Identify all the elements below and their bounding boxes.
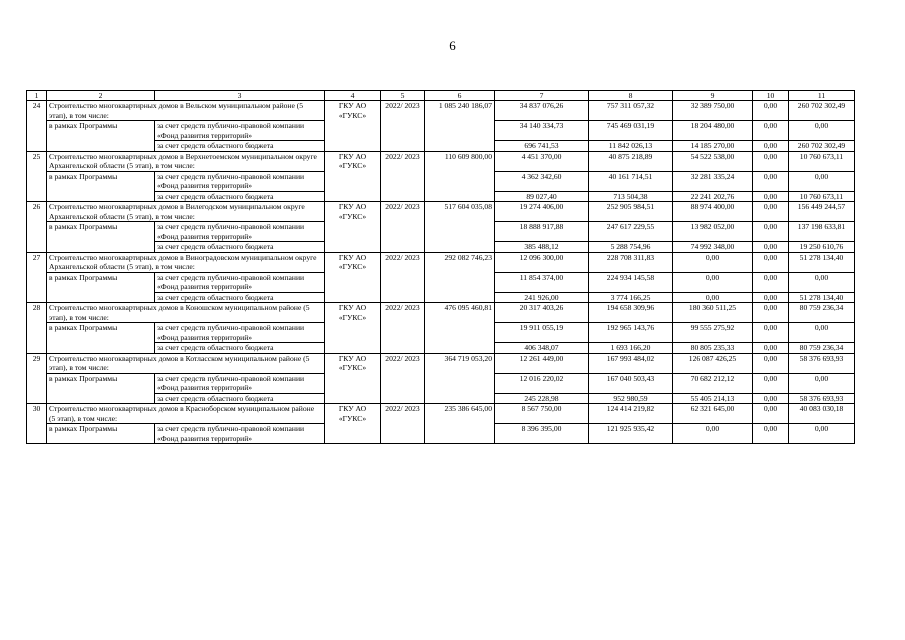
amount-cell: 745 469 031,19 xyxy=(589,121,673,141)
amount-cell: 0,00 xyxy=(753,151,789,171)
amount-cell: 260 702 302,49 xyxy=(789,141,855,152)
amount-cell: 51 278 134,40 xyxy=(789,292,855,303)
table-row xyxy=(27,252,855,272)
amount-cell: 32 281 335,24 xyxy=(673,171,753,191)
agency: ГКУ АО «ГУКС» xyxy=(325,404,381,444)
amount-cell: 0,00 xyxy=(789,424,855,444)
amount-cell: 228 708 311,83 xyxy=(589,252,673,272)
agency: ГКУ АО «ГУКС» xyxy=(325,202,381,253)
header-cell: 1 xyxy=(27,91,47,101)
fund-label: за счет средств публично-правовой компании «Фонд развития территорий» xyxy=(155,323,325,343)
amount-cell: 0,00 xyxy=(753,121,789,141)
row-number: 28 xyxy=(27,303,47,354)
amount-cell: 757 311 057,32 xyxy=(589,101,673,121)
agency: ГКУ АО «ГУКС» xyxy=(325,101,381,152)
years: 2022/ 2023 xyxy=(381,353,425,404)
total-amount: 292 082 746,23 xyxy=(425,252,495,303)
amount-cell: 192 965 143,76 xyxy=(589,323,673,343)
amount-cell: 11 854 374,00 xyxy=(495,272,589,292)
regional-label: за счет средств областного бюджета xyxy=(155,343,325,354)
amount-cell: 406 348,07 xyxy=(495,343,589,354)
amount-cell: 696 741,53 xyxy=(495,141,589,152)
regional-label: за счет средств областного бюджета xyxy=(155,292,325,303)
amount-cell: 241 926,00 xyxy=(495,292,589,303)
amount-cell: 0,00 xyxy=(673,424,753,444)
agency: ГКУ АО «ГУКС» xyxy=(325,151,381,202)
amount-cell: 156 449 244,57 xyxy=(789,202,855,222)
amount-cell: 224 934 145,58 xyxy=(589,272,673,292)
amount-cell: 0,00 xyxy=(753,343,789,354)
table-body xyxy=(27,91,855,444)
total-amount: 1 085 240 186,07 xyxy=(425,101,495,152)
header-cell: 10 xyxy=(753,91,789,101)
amount-cell: 5 288 754,96 xyxy=(589,242,673,253)
table-row xyxy=(27,202,855,222)
amount-cell: 0,00 xyxy=(753,303,789,323)
project-title: Строительство многоквартирных домов в Красноборском муниципальном районе (5 этап), в том числе: xyxy=(47,404,325,424)
header-cell: 9 xyxy=(673,91,753,101)
amount-cell: 167 040 503,43 xyxy=(589,373,673,393)
program-label: в рамках Программы xyxy=(47,373,155,404)
table-row xyxy=(27,101,855,121)
project-title: Строительство многоквартирных домов в Верхнетоемском муниципальном округе Архангельской области (5 этап), в том числе: xyxy=(47,151,325,171)
amount-cell: 0,00 xyxy=(753,393,789,404)
total-amount: 476 095 460,81 xyxy=(425,303,495,354)
header-cell: 6 xyxy=(425,91,495,101)
amount-cell: 0,00 xyxy=(753,252,789,272)
amount-cell: 0,00 xyxy=(753,191,789,202)
amount-cell: 0,00 xyxy=(753,404,789,424)
amount-cell: 19 250 610,76 xyxy=(789,242,855,253)
project-title: Строительство многоквартирных домов в Виноградовском муниципальном округе Архангельской области (5 этап), в том числе: xyxy=(47,252,325,272)
amount-cell: 0,00 xyxy=(753,101,789,121)
amount-cell: 194 658 309,96 xyxy=(589,303,673,323)
regional-label: за счет средств областного бюджета xyxy=(155,191,325,202)
total-amount: 364 719 053,20 xyxy=(425,353,495,404)
project-title: Строительство многоквартирных домов в Коношском муниципальном районе (5 этап), в том числе: xyxy=(47,303,325,323)
years: 2022/ 2023 xyxy=(381,303,425,354)
amount-cell: 0,00 xyxy=(753,424,789,444)
table-row xyxy=(27,151,855,171)
table-row xyxy=(27,303,855,323)
row-number: 24 xyxy=(27,101,47,152)
row-number: 25 xyxy=(27,151,47,202)
agency: ГКУ АО «ГУКС» xyxy=(325,303,381,354)
agency: ГКУ АО «ГУКС» xyxy=(325,252,381,303)
fund-label: за счет средств публично-правовой компании «Фонд развития территорий» xyxy=(155,121,325,141)
amount-cell: 14 185 270,00 xyxy=(673,141,753,152)
amount-cell: 0,00 xyxy=(753,323,789,343)
amount-cell: 0,00 xyxy=(789,272,855,292)
amount-cell: 4 451 370,00 xyxy=(495,151,589,171)
fund-label: за счет средств публично-правовой компании «Фонд развития территорий» xyxy=(155,171,325,191)
amount-cell: 12 016 220,02 xyxy=(495,373,589,393)
row-number: 26 xyxy=(27,202,47,253)
amount-cell: 167 993 484,02 xyxy=(589,353,673,373)
amount-cell: 55 405 214,13 xyxy=(673,393,753,404)
amount-cell: 8 396 395,00 xyxy=(495,424,589,444)
amount-cell: 952 980,59 xyxy=(589,393,673,404)
page-number: 6 xyxy=(449,38,456,53)
program-label: в рамках Программы xyxy=(47,323,155,354)
amount-cell: 0,00 xyxy=(753,141,789,152)
header-cell: 2 xyxy=(47,91,155,101)
total-amount: 110 609 800,00 xyxy=(425,151,495,202)
amount-cell: 19 911 055,19 xyxy=(495,323,589,343)
amount-cell: 0,00 xyxy=(753,272,789,292)
row-number: 27 xyxy=(27,252,47,303)
amount-cell: 124 414 219,82 xyxy=(589,404,673,424)
regional-label: за счет средств областного бюджета xyxy=(155,393,325,404)
amount-cell: 0,00 xyxy=(789,121,855,141)
amount-cell: 62 321 645,00 xyxy=(673,404,753,424)
amount-cell: 34 837 076,26 xyxy=(495,101,589,121)
amount-cell: 18 204 480,00 xyxy=(673,121,753,141)
years: 2022/ 2023 xyxy=(381,101,425,152)
amount-cell: 0,00 xyxy=(673,292,753,303)
regional-label: за счет средств областного бюджета xyxy=(155,242,325,253)
amount-cell: 32 389 750,00 xyxy=(673,101,753,121)
program-label: в рамках Программы xyxy=(47,121,155,152)
amount-cell: 13 982 052,00 xyxy=(673,222,753,242)
amount-cell: 0,00 xyxy=(753,353,789,373)
amount-cell: 4 362 342,60 xyxy=(495,171,589,191)
amount-cell: 18 888 917,88 xyxy=(495,222,589,242)
table-row xyxy=(27,404,855,424)
amount-cell: 0,00 xyxy=(753,222,789,242)
amount-cell: 74 992 348,00 xyxy=(673,242,753,253)
agency: ГКУ АО «ГУКС» xyxy=(325,353,381,404)
amount-cell: 12 096 300,00 xyxy=(495,252,589,272)
header-cell: 8 xyxy=(589,91,673,101)
program-label: в рамках Программы xyxy=(47,171,155,202)
amount-cell: 0,00 xyxy=(753,292,789,303)
amount-cell: 385 488,12 xyxy=(495,242,589,253)
header-cell: 7 xyxy=(495,91,589,101)
amount-cell: 0,00 xyxy=(789,323,855,343)
amount-cell: 22 241 202,76 xyxy=(673,191,753,202)
project-title: Строительство многоквартирных домов в Котласском муниципальном районе (5 этап), в том числе: xyxy=(47,353,325,373)
years: 2022/ 2023 xyxy=(381,252,425,303)
fund-label: за счет средств публично-правовой компании «Фонд развития территорий» xyxy=(155,222,325,242)
amount-cell: 8 567 750,00 xyxy=(495,404,589,424)
amount-cell: 0,00 xyxy=(673,252,753,272)
amount-cell: 58 376 693,93 xyxy=(789,353,855,373)
header-cell: 5 xyxy=(381,91,425,101)
amount-cell: 121 925 935,42 xyxy=(589,424,673,444)
project-title: Строительство многоквартирных домов в Вельском муниципальном районе (5 этап), в том числе: xyxy=(47,101,325,121)
amount-cell: 260 702 302,49 xyxy=(789,101,855,121)
row-number: 30 xyxy=(27,404,47,444)
amount-cell: 252 905 984,51 xyxy=(589,202,673,222)
amount-cell: 247 617 229,55 xyxy=(589,222,673,242)
amount-cell: 70 682 212,12 xyxy=(673,373,753,393)
amount-cell: 0,00 xyxy=(753,202,789,222)
amount-cell: 1 693 166,20 xyxy=(589,343,673,354)
amount-cell: 180 360 511,25 xyxy=(673,303,753,323)
amount-cell: 40 083 030,18 xyxy=(789,404,855,424)
total-amount: 235 386 645,00 xyxy=(425,404,495,444)
fund-label: за счет средств публично-правовой компании «Фонд развития территорий» xyxy=(155,424,325,444)
amount-cell: 89 027,40 xyxy=(495,191,589,202)
project-title: Строительство многоквартирных домов в Вилегодском муниципальном округе Архангельской области (5 этап), в том числе: xyxy=(47,202,325,222)
amount-cell: 10 760 673,11 xyxy=(789,191,855,202)
amount-cell: 88 974 400,00 xyxy=(673,202,753,222)
amount-cell: 54 522 538,00 xyxy=(673,151,753,171)
amount-cell: 20 317 403,26 xyxy=(495,303,589,323)
program-label: в рамках Программы xyxy=(47,424,155,444)
header-cell: 11 xyxy=(789,91,855,101)
amount-cell: 12 261 449,00 xyxy=(495,353,589,373)
amount-cell: 0,00 xyxy=(753,242,789,253)
amount-cell: 137 198 633,81 xyxy=(789,222,855,242)
total-amount: 517 604 035,08 xyxy=(425,202,495,253)
header-cell: 3 xyxy=(155,91,325,101)
amount-cell: 0,00 xyxy=(789,171,855,191)
amount-cell: 99 555 275,92 xyxy=(673,323,753,343)
fund-label: за счет средств публично-правовой компании «Фонд развития территорий» xyxy=(155,272,325,292)
amount-cell: 126 087 426,25 xyxy=(673,353,753,373)
years: 2022/ 2023 xyxy=(381,151,425,202)
years: 2022/ 2023 xyxy=(381,202,425,253)
amount-cell: 40 161 714,51 xyxy=(589,171,673,191)
amount-cell: 0,00 xyxy=(673,272,753,292)
amount-cell: 80 759 236,34 xyxy=(789,303,855,323)
program-label: в рамках Программы xyxy=(47,222,155,253)
amount-cell: 11 842 026,13 xyxy=(589,141,673,152)
years: 2022/ 2023 xyxy=(381,404,425,444)
amount-cell: 10 760 673,11 xyxy=(789,151,855,171)
amount-cell: 40 875 218,89 xyxy=(589,151,673,171)
program-label: в рамках Программы xyxy=(47,272,155,303)
amount-cell: 0,00 xyxy=(789,373,855,393)
amount-cell: 80 759 236,34 xyxy=(789,343,855,354)
table-row xyxy=(27,353,855,373)
amount-cell: 80 805 235,33 xyxy=(673,343,753,354)
amount-cell: 34 140 334,73 xyxy=(495,121,589,141)
amount-cell: 0,00 xyxy=(753,171,789,191)
amount-cell: 713 504,38 xyxy=(589,191,673,202)
amount-cell: 3 774 166,25 xyxy=(589,292,673,303)
header-cell: 4 xyxy=(325,91,381,101)
row-number: 29 xyxy=(27,353,47,404)
amount-cell: 58 376 693,93 xyxy=(789,393,855,404)
budget-table xyxy=(26,90,855,444)
amount-cell: 0,00 xyxy=(753,373,789,393)
amount-cell: 19 274 406,00 xyxy=(495,202,589,222)
fund-label: за счет средств публично-правовой компании «Фонд развития территорий» xyxy=(155,373,325,393)
regional-label: за счет средств областного бюджета xyxy=(155,141,325,152)
amount-cell: 245 228,98 xyxy=(495,393,589,404)
header-row xyxy=(27,91,855,101)
amount-cell: 51 278 134,40 xyxy=(789,252,855,272)
